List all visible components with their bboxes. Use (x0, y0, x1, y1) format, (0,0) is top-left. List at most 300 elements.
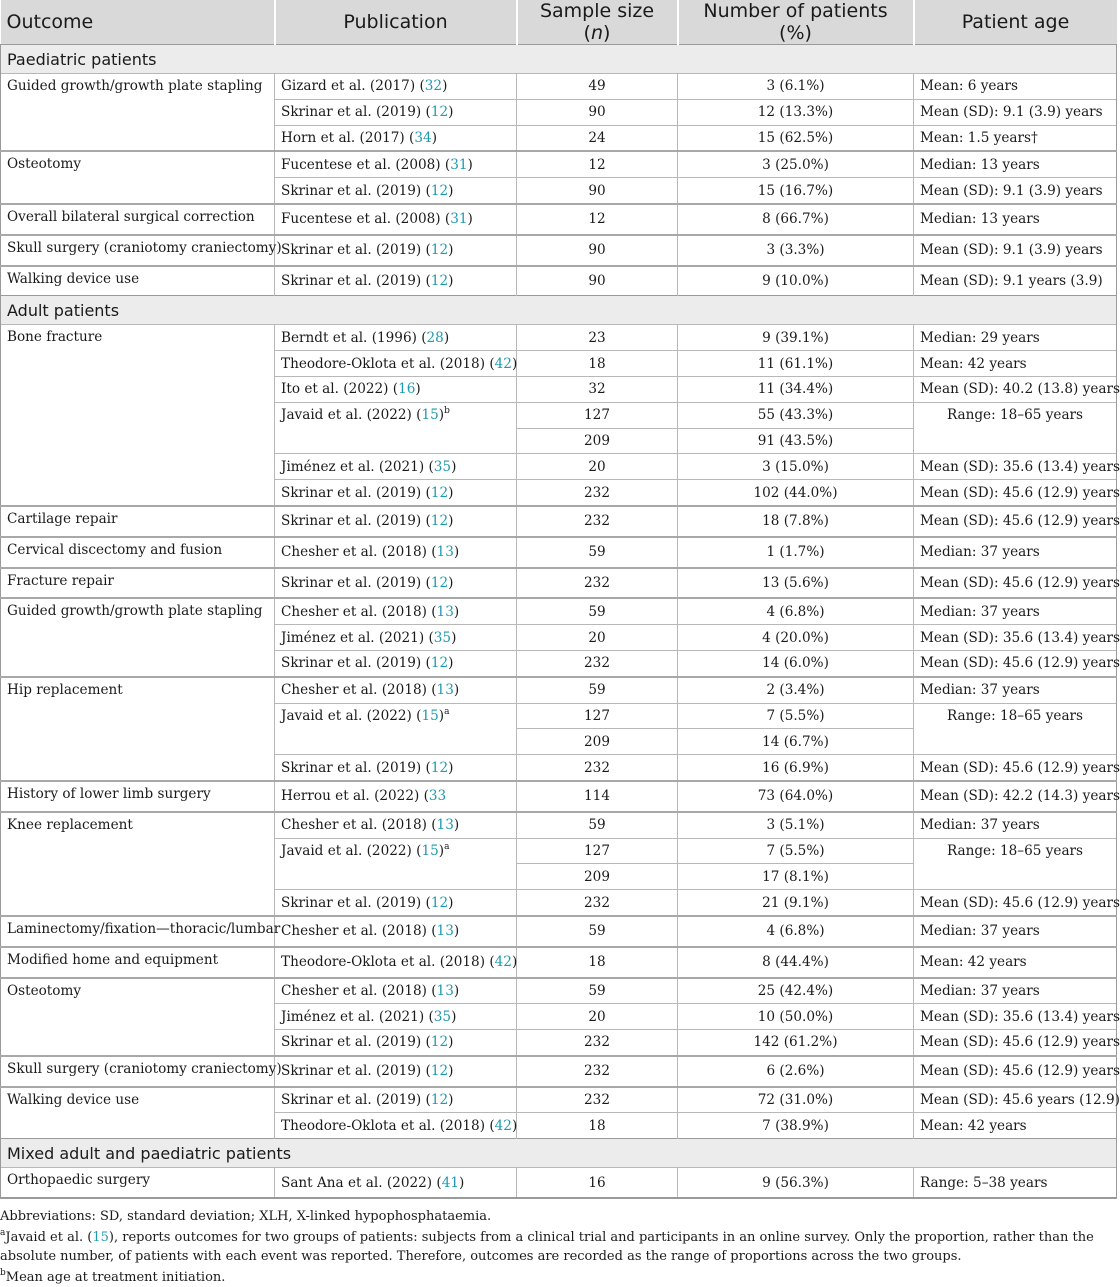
publication-close: ) (511, 355, 518, 372)
table-row (1, 947, 1117, 978)
patient-age-cell: Mean: 6 years (914, 74, 1117, 100)
publication-close: ) (453, 682, 460, 699)
patients-cell: 16 (6.9%) (678, 755, 914, 781)
patients-cell: 8 (44.4%) (678, 947, 914, 978)
reference-link[interactable]: 13 (436, 603, 454, 620)
publication-cell (275, 916, 517, 947)
patient-age-cell: Median: 13 years (914, 151, 1117, 177)
reference-link[interactable]: 42 (494, 355, 512, 372)
reference-link[interactable]: 12 (430, 242, 449, 259)
sample-size-cell: 90 (517, 235, 678, 266)
patients-cell: 18 (7.8%) (678, 506, 914, 537)
footnote-a-text-after: ), reports outcomes for two groups of patients: subjects from a clinical trial and participants in an online survey. Only the proportion, rather than the absolute number, of patients with each event was reported. Therefore, outcomes are recorded as the range of proportions across the two groups. (0, 1229, 1094, 1265)
outcome-cell: Modified home and equipment (1, 947, 275, 978)
patients-cell: 9 (10.0%) (678, 266, 914, 296)
outcome-cell: Hip replacement (1, 677, 275, 781)
patients-cell: 4 (20.0%) (678, 625, 914, 651)
publication-close: ) (453, 603, 460, 620)
publication-cell (275, 1056, 517, 1087)
reference-link[interactable]: 34 (414, 129, 432, 146)
outcome-cell: Fracture repair (1, 568, 275, 599)
patient-age-cell: Median: 37 years (914, 916, 1117, 947)
publication-close: ) (448, 655, 454, 672)
patient-age-cell: Range: 18–65 years (914, 402, 1117, 454)
publication-cell (275, 890, 517, 916)
reference-link[interactable]: 35 (433, 1008, 452, 1025)
table-header-row (1, 0, 1117, 45)
patients-cell: 102 (44.0%) (678, 480, 914, 506)
patients-cell: 3 (25.0%) (678, 151, 914, 177)
sample-size-cell: 209 (517, 428, 678, 454)
outcome-cell: Walking device use (1, 266, 275, 296)
reference-link[interactable]: 33 (428, 788, 447, 805)
table-row (1, 1056, 1117, 1087)
publication-text: Chesher et al. (2018) ( (281, 544, 437, 561)
publication-cell (275, 1004, 517, 1030)
sample-size-cell: 18 (517, 947, 678, 978)
sample-size-cell: 90 (517, 99, 678, 125)
publication-text: Gizard et al. (2017) ( (281, 78, 425, 95)
sample-size-cell: 90 (517, 178, 678, 204)
publication-close: ) (453, 544, 460, 561)
reference-link[interactable]: 35 (433, 629, 452, 646)
patients-cell: 3 (6.1%) (678, 74, 914, 100)
sample-size-cell: 59 (517, 537, 678, 568)
section-row (1, 296, 1117, 325)
reference-link[interactable]: 12 (430, 104, 449, 121)
patient-age-cell: Mean (SD): 45.6 (12.9) years (914, 1030, 1117, 1056)
reference-link[interactable]: 15 (421, 842, 439, 859)
sample-size-cell: 232 (517, 506, 678, 537)
sample-size-cell: 209 (517, 729, 678, 755)
publication-cell (275, 1168, 517, 1198)
outcome-cell: Cervical discectomy and fusion (1, 537, 275, 568)
publication-close: ) (448, 104, 454, 121)
publication-close: ) (448, 894, 454, 911)
patients-cell: 6 (2.6%) (678, 1056, 914, 1087)
table-row (1, 151, 1117, 177)
sample-size-cell: 59 (517, 916, 678, 947)
sample-size-cell: 127 (517, 703, 678, 729)
outcome-cell: Bone fracture (1, 325, 275, 506)
footnote-marker: a (444, 841, 450, 852)
publication-cell (275, 1113, 517, 1139)
patient-age-cell: Mean (SD): 9.1 (3.9) years (914, 235, 1117, 266)
header-patient-age: Patient age (914, 0, 1117, 45)
sample-size-cell: 20 (517, 1004, 678, 1030)
outcome-cell: Orthopaedic surgery (1, 1168, 275, 1198)
sample-size-cell: 59 (517, 978, 678, 1004)
sample-size-cell: 49 (517, 74, 678, 100)
reference-link[interactable]: 12 (430, 272, 449, 289)
table-row (1, 812, 1117, 838)
publication-cell (275, 978, 517, 1004)
publication-cell (275, 125, 517, 151)
patient-age-cell: Mean (SD): 45.6 (12.9) years (914, 650, 1117, 676)
patient-age-cell: Mean (SD): 9.1 (3.9) years (914, 99, 1117, 125)
publication-text: Skrinar et al. (2019) ( (281, 1034, 431, 1051)
publication-cell (275, 598, 517, 624)
footnote-b-mark: b (0, 1267, 6, 1278)
patients-cell: 17 (8.1%) (678, 864, 914, 890)
publication-close: ) (448, 574, 454, 591)
publication-close: ) (438, 707, 445, 724)
publication-text: Skrinar et al. (2019) ( (281, 104, 431, 121)
publication-text: Chesher et al. (2018) ( (281, 817, 437, 834)
patient-age-cell: Mean (SD): 9.1 years (3.9) (914, 266, 1117, 296)
table-body (1, 45, 1120, 1199)
publication-close: ) (438, 406, 445, 423)
publication-close: ) (448, 182, 454, 199)
sample-size-cell: 232 (517, 568, 678, 599)
patient-age-cell: Median: 37 years (914, 537, 1117, 568)
publication-cell (275, 325, 517, 351)
sample-size-cell: 18 (517, 351, 678, 377)
patient-age-cell: Range: 18–65 years (914, 703, 1117, 755)
publication-close: ) (511, 954, 518, 971)
reference-link[interactable]: 42 (494, 954, 512, 971)
reference-link[interactable]: 15 (421, 707, 439, 724)
publication-cell (275, 376, 517, 402)
patient-age-cell: Mean (SD): 35.6 (13.4) years (914, 454, 1117, 480)
patient-age-cell: Mean: 42 years (914, 1113, 1117, 1139)
publication-text: Theodore-Oklota et al. (2018) ( (281, 1117, 495, 1134)
publication-close: ) (467, 211, 473, 228)
patients-cell: 72 (31.0%) (678, 1087, 914, 1113)
patients-cell: 14 (6.7%) (678, 729, 914, 755)
sample-size-cell: 114 (517, 781, 678, 812)
sample-size-cell: 232 (517, 650, 678, 676)
publication-cell (275, 947, 517, 978)
publication-cell (275, 454, 517, 480)
publication-cell (275, 99, 517, 125)
publication-text: Berndt et al. (1996) ( (281, 329, 427, 346)
patients-cell: 3 (15.0%) (678, 454, 914, 480)
patients-cell: 8 (66.7%) (678, 204, 914, 235)
reference-link[interactable]: 28 (426, 329, 444, 346)
publication-cell (275, 677, 517, 703)
publication-text: Skrinar et al. (2019) ( (281, 574, 431, 591)
publication-close: ) (448, 513, 454, 530)
patient-age-cell: Mean (SD): 42.2 (14.3) years (914, 781, 1117, 812)
publication-close: ) (448, 1034, 454, 1051)
sample-size-cell: 59 (517, 598, 678, 624)
publication-close: ) (448, 272, 454, 289)
sample-size-cell: 23 (517, 325, 678, 351)
reference-link[interactable]: 13 (436, 544, 454, 561)
sample-size-cell: 24 (517, 125, 678, 151)
patient-age-cell: Median: 37 years (914, 598, 1117, 624)
table-row (1, 978, 1117, 1004)
reference-link[interactable]: 32 (424, 78, 443, 95)
reference-link[interactable]: 12 (430, 1092, 449, 1109)
table-row (1, 74, 1117, 100)
publication-cell (275, 625, 517, 651)
publication-cell (275, 235, 517, 266)
footnotes (0, 1199, 1116, 1287)
sample-size-cell: 232 (517, 1087, 678, 1113)
patients-cell: 1 (1.7%) (678, 537, 914, 568)
reference-link[interactable]: 12 (430, 182, 449, 199)
patients-cell: 12 (13.3%) (678, 99, 914, 125)
publication-cell (275, 151, 517, 177)
publication-close: ) (448, 1063, 454, 1080)
patient-age-cell: Range: 5–38 years (914, 1168, 1117, 1198)
patients-cell: 73 (64.0%) (678, 781, 914, 812)
publication-text: Chesher et al. (2018) ( (281, 923, 437, 940)
reference-link[interactable]: 31 (450, 156, 468, 173)
patient-age-cell: Mean (SD): 45.6 (12.9) years (914, 755, 1117, 781)
publication-close: ) (448, 484, 454, 501)
patient-age-cell: Mean (SD): 35.6 (13.4) years (914, 1004, 1117, 1030)
publication-cell (275, 781, 517, 812)
reference-link[interactable]: 12 (430, 894, 449, 911)
sample-size-cell: 232 (517, 755, 678, 781)
sample-size-cell: 18 (517, 1113, 678, 1139)
publication-cell (275, 1087, 517, 1113)
publication-text: Theodore-Oklota et al. (2018) ( (281, 355, 495, 372)
publication-text: Sant Ana et al. (2022) ( (281, 1174, 442, 1191)
table-row (1, 677, 1117, 703)
reference-link[interactable]: 31 (450, 211, 468, 228)
reference-link[interactable]: 15 (421, 406, 439, 423)
publication-cell (275, 266, 517, 296)
publication-text: Chesher et al. (2018) ( (281, 682, 437, 699)
header-publication: Publication (275, 0, 517, 45)
reference-link[interactable]: 42 (494, 1117, 512, 1134)
outcome-cell: Osteotomy (1, 978, 275, 1056)
publication-text: Ito et al. (2022) ( (281, 381, 399, 398)
outcome-cell: Guided growth/growth plate stapling (1, 598, 275, 676)
publication-text: Horn et al. (2017) ( (281, 129, 415, 146)
patients-cell: 142 (61.2%) (678, 1030, 914, 1056)
sample-size-cell: 12 (517, 204, 678, 235)
header-outcome: Outcome (1, 0, 275, 45)
publication-text: Jiménez et al. (2021) ( (281, 629, 434, 646)
sample-size-cell: 232 (517, 480, 678, 506)
patient-age-cell: Mean: 1.5 years† (914, 125, 1117, 151)
publication-text: Skrinar et al. (2019) ( (281, 1063, 431, 1080)
patient-age-cell: Median: 37 years (914, 978, 1117, 1004)
publication-text: Skrinar et al. (2019) ( (281, 513, 431, 530)
patients-cell: 91 (43.5%) (678, 428, 914, 454)
publication-cell (275, 838, 517, 890)
table-row (1, 916, 1117, 947)
header-sample-prefix: Sample size ( (539, 0, 655, 44)
patients-cell: 15 (16.7%) (678, 178, 914, 204)
outcome-cell: Skull surgery (craniotomy craniectomy) (1, 1056, 275, 1087)
reference-link[interactable]: 12 (430, 484, 449, 501)
patients-cell: 11 (61.1%) (678, 351, 914, 377)
patient-age-cell: Mean (SD): 9.1 (3.9) years (914, 178, 1117, 204)
publication-text: Fucentese et al. (2008) ( (281, 211, 451, 228)
reference-link[interactable]: 13 (436, 923, 454, 940)
patient-age-cell: Mean (SD): 45.6 (12.9) years (914, 480, 1117, 506)
footnote-b (0, 1268, 1110, 1287)
sample-size-cell: 232 (517, 890, 678, 916)
reference-link[interactable]: 13 (436, 982, 454, 999)
reference-link[interactable]: 16 (398, 381, 416, 398)
patient-age-cell: Mean: 42 years (914, 351, 1117, 377)
patients-cell: 4 (6.8%) (678, 598, 914, 624)
table-row (1, 537, 1117, 568)
table-row (1, 1168, 1117, 1198)
publication-text: Javaid et al. (2022) ( (281, 707, 422, 724)
section-title: Paediatric patients (1, 45, 1117, 74)
publication-close: ) (451, 629, 457, 646)
patients-cell: 11 (34.4%) (678, 376, 914, 402)
patient-age-cell: Mean: 42 years (914, 947, 1117, 978)
footnote-b-text: Mean age at treatment initiation. (5, 1269, 226, 1285)
publication-cell (275, 650, 517, 676)
publication-text: Skrinar et al. (2019) ( (281, 182, 431, 199)
publication-close: ) (443, 329, 450, 346)
sample-size-cell: 20 (517, 625, 678, 651)
outcome-cell: Guided growth/growth plate stapling (1, 74, 275, 152)
publication-close: ) (448, 1092, 454, 1109)
publication-text: Skrinar et al. (2019) ( (281, 759, 431, 776)
header-sample-n: n (590, 22, 604, 44)
publication-text: Skrinar et al. (2019) ( (281, 894, 431, 911)
publication-text: Chesher et al. (2018) ( (281, 603, 437, 620)
publication-text: Chesher et al. (2018) ( (281, 982, 437, 999)
publication-cell (275, 178, 517, 204)
table-row (1, 781, 1117, 812)
patient-age-cell: Mean (SD): 45.6 (12.9) years (914, 890, 1117, 916)
patient-age-cell: Mean (SD): 40.2 (13.8) years (914, 376, 1117, 402)
publication-close: ) (453, 817, 460, 834)
publication-cell (275, 1030, 517, 1056)
reference-link[interactable]: 13 (436, 682, 454, 699)
sample-size-cell: 232 (517, 1030, 678, 1056)
footnote-a-mark: a (0, 1227, 6, 1238)
reference-link[interactable]: 12 (430, 1063, 449, 1080)
patients-cell: 55 (43.3%) (678, 402, 914, 428)
patients-cell: 9 (39.1%) (678, 325, 914, 351)
publication-text: Javaid et al. (2022) ( (281, 842, 422, 859)
outcome-cell: Overall bilateral surgical correction (1, 204, 275, 235)
patients-cell: 21 (9.1%) (678, 890, 914, 916)
reference-link[interactable]: 12 (430, 574, 449, 591)
patient-age-cell: Mean (SD): 45.6 years (12.9) (914, 1087, 1117, 1113)
sample-size-cell: 59 (517, 677, 678, 703)
table-row (1, 235, 1117, 266)
table-row (1, 325, 1117, 351)
publication-text: Skrinar et al. (2019) ( (281, 272, 431, 289)
publication-text: Jiménez et al. (2021) ( (281, 458, 434, 475)
table-row (1, 1087, 1117, 1113)
patient-age-cell: Mean (SD): 45.6 (12.9) years (914, 568, 1117, 599)
table-row (1, 506, 1117, 537)
patients-cell: 3 (3.3%) (678, 235, 914, 266)
sample-size-cell: 16 (517, 1168, 678, 1198)
publication-close: ) (453, 982, 460, 999)
reference-link[interactable]: 12 (430, 513, 449, 530)
publication-text: Skrinar et al. (2019) ( (281, 1092, 431, 1109)
header-number-of-patients: Number of patients (%) (678, 0, 914, 45)
publication-cell (275, 204, 517, 235)
patient-age-cell: Median: 37 years (914, 677, 1117, 703)
publication-close: ) (511, 1117, 518, 1134)
publication-cell (275, 537, 517, 568)
publication-text: Theodore-Oklota et al. (2018) ( (281, 954, 495, 971)
section-row (1, 1139, 1117, 1168)
sample-size-cell: 59 (517, 812, 678, 838)
reference-link[interactable]: 13 (436, 817, 454, 834)
patient-age-cell: Median: 37 years (914, 812, 1117, 838)
publication-close: ) (459, 1174, 465, 1191)
publication-cell (275, 506, 517, 537)
patients-cell: 15 (62.5%) (678, 125, 914, 151)
sample-size-cell: 209 (517, 864, 678, 890)
section-row (1, 45, 1117, 74)
reference-link[interactable]: 12 (430, 1034, 449, 1051)
patients-cell: 7 (5.5%) (678, 703, 914, 729)
outcome-cell: History of lower limb surgery (1, 781, 275, 812)
footnote-a-text-before: Javaid et al. ( (5, 1229, 93, 1245)
footnote-marker: a (444, 706, 450, 717)
patients-cell: 4 (6.8%) (678, 916, 914, 947)
patients-cell: 2 (3.4%) (678, 677, 914, 703)
patients-cell: 13 (5.6%) (678, 568, 914, 599)
sample-size-cell: 12 (517, 151, 678, 177)
footnote-a (0, 1228, 1110, 1267)
publication-cell (275, 568, 517, 599)
patient-age-cell: Median: 29 years (914, 325, 1117, 351)
table-row (1, 266, 1117, 296)
reference-link[interactable]: 35 (433, 458, 452, 475)
sample-size-cell: 90 (517, 266, 678, 296)
patients-cell: 7 (38.9%) (678, 1113, 914, 1139)
footnote-a-reference-link[interactable]: 15 (92, 1229, 109, 1245)
section-title: Mixed adult and paediatric patients (1, 1139, 1117, 1168)
outcome-cell: Laminectomy/fixation—thoracic/lumbar (1, 916, 275, 947)
outcome-cell: Osteotomy (1, 151, 275, 204)
outcome-cell: Cartilage repair (1, 506, 275, 537)
publication-cell (275, 74, 517, 100)
reference-link[interactable]: 12 (430, 759, 449, 776)
publication-close: ) (467, 156, 473, 173)
reference-link[interactable]: 12 (430, 655, 449, 672)
patient-age-cell: Mean (SD): 45.6 (12.9) years (914, 506, 1117, 537)
publication-cell (275, 755, 517, 781)
publication-text: Javaid et al. (2022) ( (281, 406, 422, 423)
sample-size-cell: 127 (517, 402, 678, 428)
header-sample-size (517, 0, 678, 45)
publication-text: Jiménez et al. (2021) ( (281, 1008, 434, 1025)
publication-close: ) (448, 759, 454, 776)
patient-age-cell: Mean (SD): 35.6 (13.4) years (914, 625, 1117, 651)
header-sample-suffix: ) (603, 22, 611, 44)
patients-cell: 7 (5.5%) (678, 838, 914, 864)
patient-age-cell: Range: 18–65 years (914, 838, 1117, 890)
patient-age-cell: Mean (SD): 45.6 (12.9) years (914, 1056, 1117, 1087)
publication-text: Skrinar et al. (2019) ( (281, 655, 431, 672)
publication-close: ) (431, 129, 437, 146)
outcome-cell: Knee replacement (1, 812, 275, 916)
publication-cell (275, 480, 517, 506)
publication-cell (275, 402, 517, 454)
patients-cell: 25 (42.4%) (678, 978, 914, 1004)
publication-cell (275, 703, 517, 755)
patients-cell: 14 (6.0%) (678, 650, 914, 676)
outcome-cell: Skull surgery (craniotomy craniectomy) (1, 235, 275, 266)
publication-cell (275, 351, 517, 377)
publication-close: ) (415, 381, 421, 398)
reference-link[interactable]: 41 (441, 1174, 460, 1191)
footnote-abbreviations: Abbreviations: SD, standard deviation; XLH, X-linked hypophosphataemia. (0, 1209, 492, 1225)
table-row (1, 598, 1117, 624)
